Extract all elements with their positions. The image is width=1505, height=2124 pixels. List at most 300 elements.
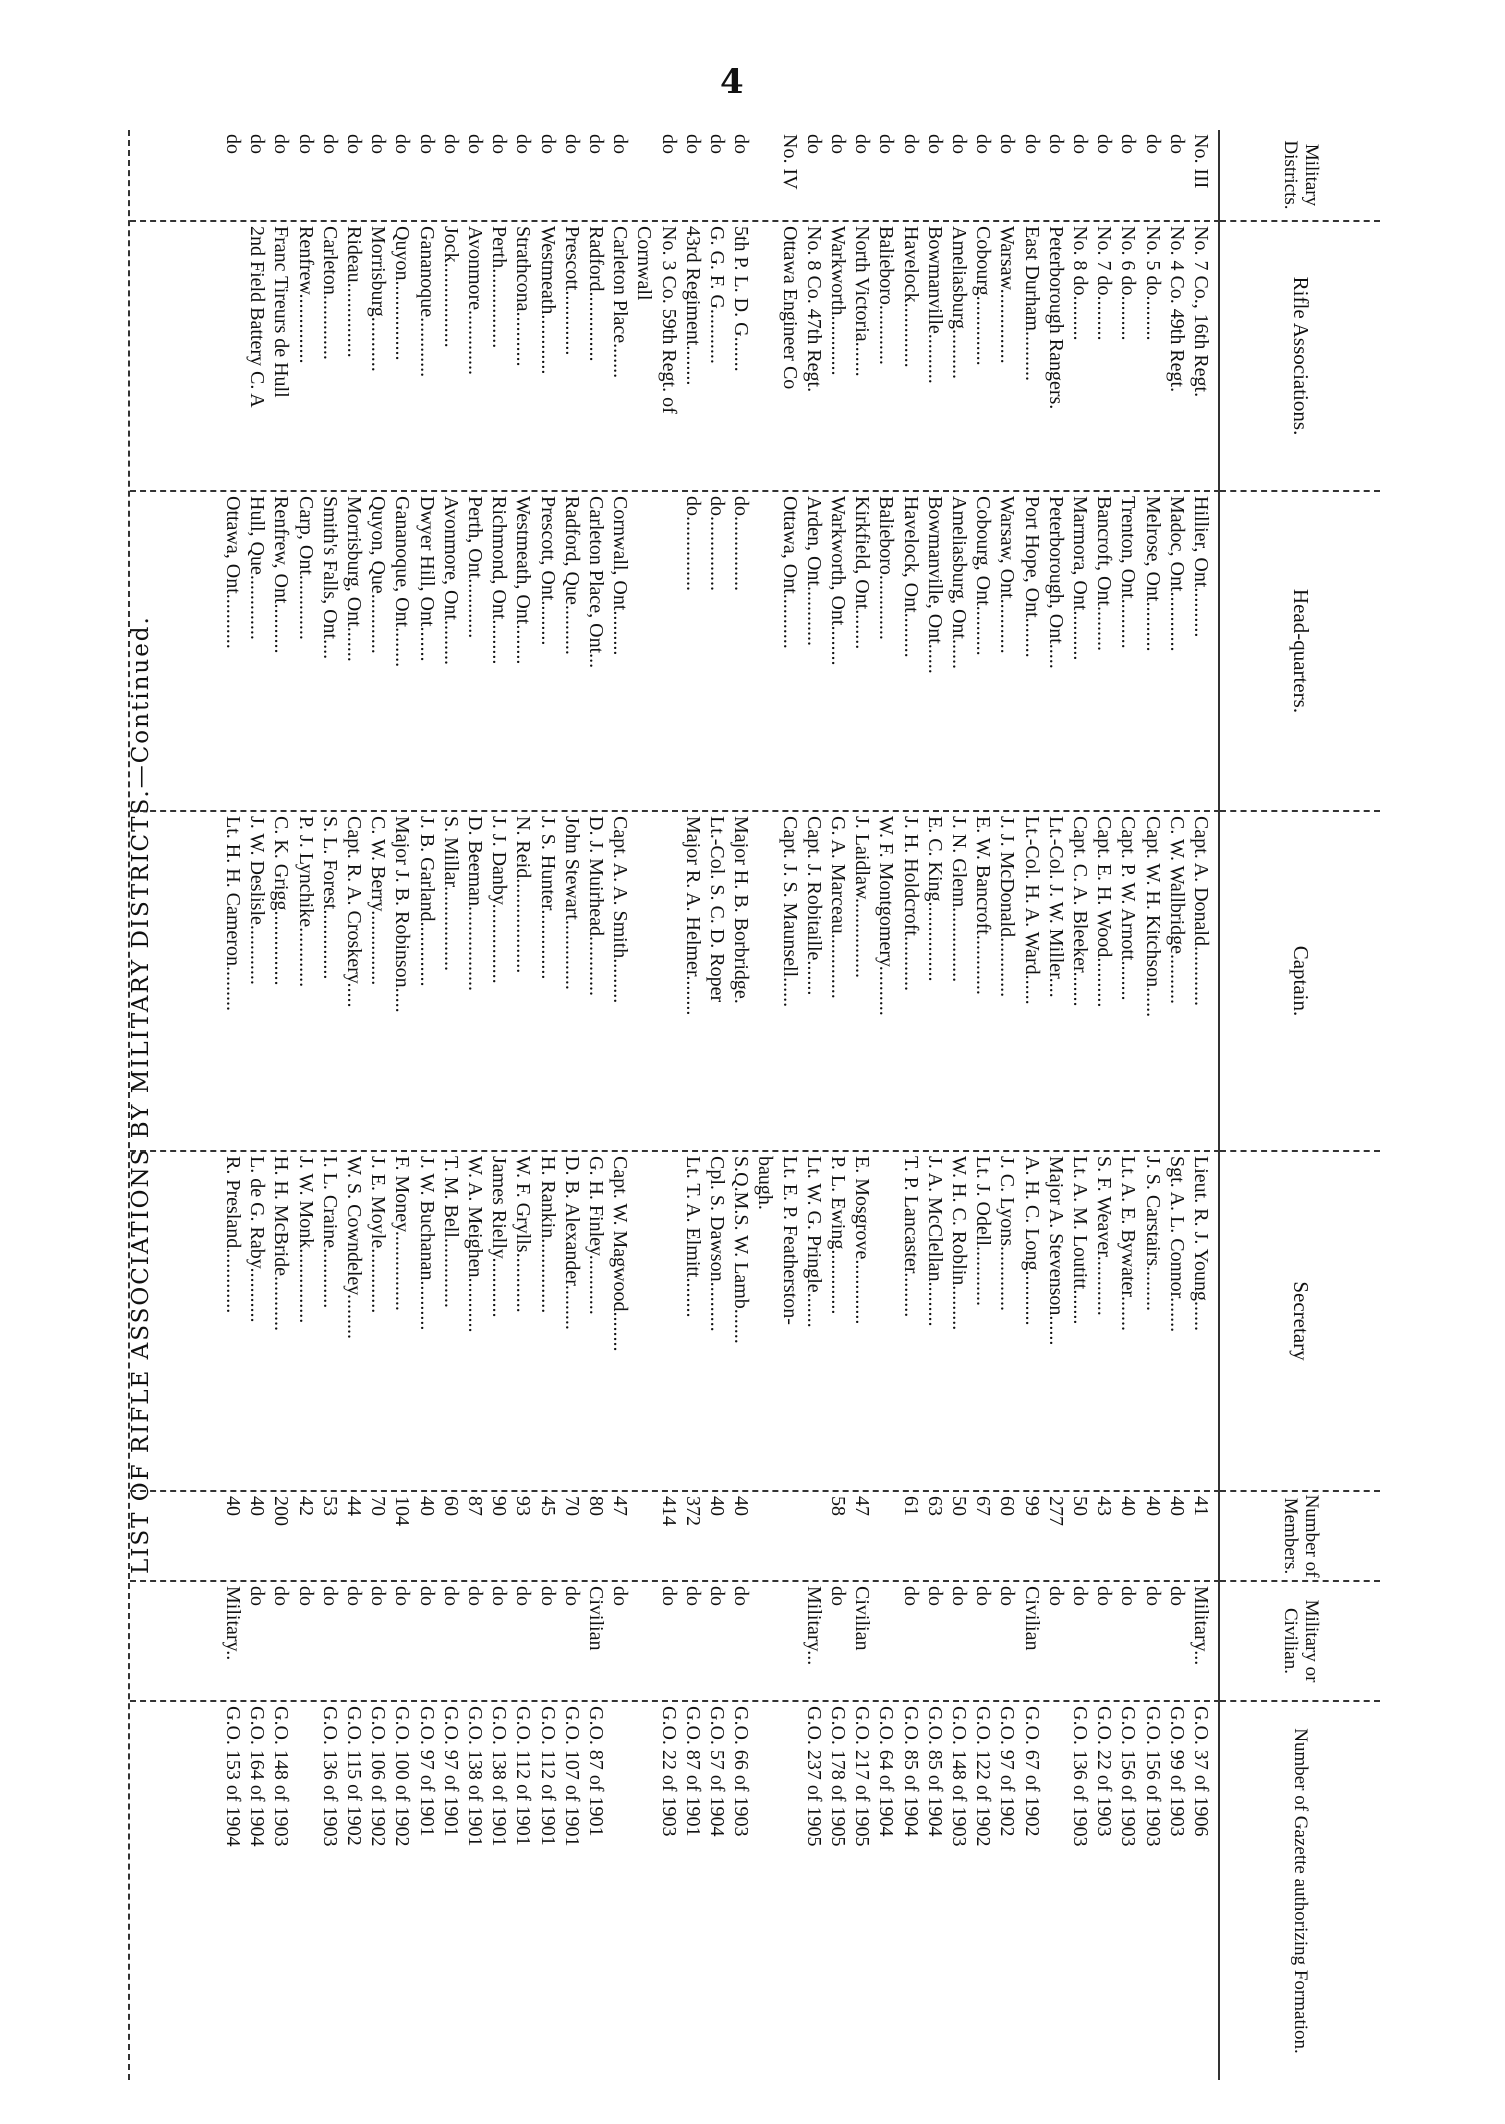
cell-secretary: H. Rankin............... (536, 1156, 559, 1314)
cell-association: No. 3 Co. 59th Regt. of (657, 226, 680, 414)
cell-captain: John Stewart.............. (560, 816, 583, 990)
cell-members: 44 (343, 1496, 365, 1516)
cell-mil: Civilian (851, 1586, 874, 1651)
cell-mil: do (1117, 1586, 1140, 1606)
cell-gazette: G.O. 153 of 1904 (222, 1706, 244, 1847)
cell-captain: Capt. R. A. Croskery..... (343, 816, 365, 1008)
cell-captain (633, 816, 655, 1148)
column-divider (130, 810, 1220, 812)
cell-gazette: G.O. 138 of 1901 (464, 1706, 486, 1847)
cell-district: do (1020, 134, 1043, 154)
cell-association: Westmeath............ (536, 226, 559, 375)
cell-district: do (536, 134, 559, 154)
cell-secretary: Lt. A. E. Bywater....... (1117, 1156, 1140, 1331)
cell-district: do (488, 134, 511, 154)
cell-members: 53 (318, 1496, 341, 1516)
cell-mil: do (560, 1586, 583, 1606)
cell-captain: J. J. Danby................ (488, 816, 511, 984)
cell-mil (633, 1586, 655, 1698)
cell-secretary: Major A. Stevenson...... (1044, 1156, 1067, 1346)
cell-mil: do (1165, 1586, 1188, 1606)
cell-gazette: G.O. 87 of 1901 (681, 1706, 704, 1837)
cell-captain: D. Beeman................. (464, 816, 486, 991)
cell-headquarters: Prescott, Ont......... (536, 496, 559, 646)
cell-secretary: J. C. Lyons............. (996, 1156, 1019, 1312)
cell-mil: do (367, 1586, 390, 1606)
cell-members (803, 1496, 825, 1578)
cell-headquarters: Ottawa, Ont........... (778, 496, 801, 649)
cell-headquarters: Ottawa, Ont........... (222, 496, 244, 649)
cell-association: Balieboro............ (875, 226, 898, 365)
cell-members: 104 (391, 1496, 414, 1526)
cell-gazette: G.O. 112 of 1901 (512, 1706, 535, 1846)
cell-mil: do (706, 1586, 728, 1606)
cell-district: do (512, 134, 535, 154)
header-rule (1218, 130, 1220, 2080)
cell-secretary: J. A. McClellan......... (923, 1156, 946, 1327)
header-secretary: Secretary (1220, 1150, 1380, 1490)
cell-members: 93 (512, 1496, 535, 1516)
cell-district: do (343, 134, 365, 154)
cell-headquarters: Avonmore, Ont......... (439, 496, 462, 666)
cell-members: 40 (1165, 1496, 1188, 1516)
cell-district: do (222, 134, 244, 154)
cell-association: 43rd Regiment........ (681, 226, 704, 386)
cell-district: do (560, 134, 583, 154)
cell-members (633, 1496, 655, 1578)
cell-secretary: G. H. Finley............ (585, 1156, 607, 1315)
cell-headquarters: Bowmanville, Ont...... (923, 496, 946, 674)
cell-association: Renfrew.............. (294, 226, 317, 364)
cell-secretary: W. H. C. Roblin......... (948, 1156, 970, 1331)
cell-association: No. 7 Co., 16th Regt. (1190, 226, 1212, 398)
cell-secretary: Sgt. A. L. Connor....... (1165, 1156, 1188, 1333)
cell-secretary: J. W. Buchanan.......... (415, 1156, 438, 1331)
cell-district: do (851, 134, 874, 154)
cell-district: do (391, 134, 414, 154)
cell-mil: do (996, 1586, 1019, 1606)
cell-gazette (754, 1706, 776, 2078)
cell-headquarters: Peterborough, Ont..... (1044, 496, 1067, 669)
cell-headquarters: Madoc, Ont............ (1165, 496, 1188, 652)
cell-district: do (609, 134, 632, 154)
cell-district: do (318, 134, 341, 154)
cell-mil: do (681, 1586, 704, 1606)
cell-secretary: D. B. Alexander......... (560, 1156, 583, 1330)
cell-headquarters: Quyon, Que............ (367, 496, 390, 654)
cell-gazette: G.O. 87 of 1901 (585, 1706, 607, 1837)
cell-gazette: G.O. 122 of 1902 (972, 1706, 995, 1847)
cell-association: 5th P. L. D. G....... (730, 226, 753, 372)
cell-headquarters: Radford, Que.......... (560, 496, 583, 655)
cell-secretary: Lt. T. A. Elmitt........ (681, 1156, 704, 1318)
cell-association: Cornwall (633, 226, 656, 301)
cell-headquarters: Marmora, Ont.......... (1069, 496, 1091, 661)
cell-mil: do (1141, 1586, 1164, 1606)
cell-association: Jock................. (439, 226, 462, 348)
cell-mil: do (730, 1586, 753, 1606)
cell-captain: Lt.-Col. H. A. Ward...... (1020, 816, 1043, 1005)
cell-association: Cobourg.............. (972, 226, 995, 366)
cell-mil: do (343, 1586, 365, 1606)
cell-captain: S. Millar................. (439, 816, 462, 972)
cell-headquarters: Ameliasburg, Ont...... (948, 496, 970, 669)
cell-association: Carleton............. (318, 226, 341, 360)
cell-secretary: L. de G. Raby........... (246, 1156, 269, 1323)
cell-mil: do (294, 1586, 317, 1606)
cell-mil: do (391, 1586, 414, 1606)
cell-mil: do (318, 1586, 341, 1606)
cell-association: Peterborough Rangers. (1044, 226, 1067, 410)
cell-captain: Capt. E. H. Wood.......... (1093, 816, 1116, 1008)
cell-gazette: G.O. 164 of 1904 (246, 1706, 269, 1847)
cell-association: No. 7 do......... (1093, 226, 1116, 341)
cell-captain: S. L. Forest.............. (318, 816, 341, 980)
header-gazette: Number of Gazette authorizing Formation. (1220, 1700, 1380, 2080)
cell-gazette: G.O. 115 of 1902 (343, 1706, 365, 1846)
cell-members (779, 1496, 801, 1578)
cell-members: 50 (1069, 1496, 1091, 1516)
cell-headquarters: Arden, Ont............ (802, 496, 825, 646)
cell-gazette: G.O. 57 of 1904 (706, 1706, 728, 1837)
cell-members: 372 (681, 1496, 704, 1526)
header-district: Military Districts. (1280, 140, 1322, 210)
cell-association: Morrisburg........... (367, 226, 390, 372)
cell-gazette: G.O. 107 of 1901 (560, 1706, 583, 1847)
cell-headquarters: Hull, Que............. (246, 496, 269, 640)
cell-district: do (972, 134, 995, 154)
cell-association: Gananoque............ (415, 226, 438, 378)
cell-secretary: Cpl. S. Dawson.......... (706, 1156, 728, 1332)
cell-captain: C. W. Wallbridge.......... (1165, 816, 1188, 1005)
cell-gazette: G.O. 22 of 1903 (657, 1706, 680, 1837)
cell-district: do (367, 134, 390, 154)
cell-mil: Civilian (585, 1586, 607, 1651)
cell-members: 43 (1093, 1496, 1116, 1516)
cell-gazette: G.O. 66 of 1903 (730, 1706, 753, 1837)
cell-captain: J. J. McDonald............ (996, 816, 1019, 998)
cell-association: No. 8 do......... (1069, 226, 1091, 341)
cell-mil: do (415, 1586, 438, 1606)
cell-association: Ameliasburg.......... (948, 226, 970, 379)
cell-members: 90 (488, 1496, 511, 1516)
cell-secretary: J. E. Moyle............. (367, 1156, 390, 1314)
cell-secretary: E. Mosgrove............. (851, 1156, 874, 1325)
cell-secretary: Lieut. R. J. Young...... (1190, 1156, 1212, 1332)
cell-mil (875, 1586, 897, 1698)
cell-captain: J. W. Deslisle............ (246, 816, 269, 985)
cell-secretary: Lt. A. M. Loutitt....... (1069, 1156, 1091, 1325)
cell-association: Warkworth............ (827, 226, 849, 376)
cell-secretary: Lt. J. Odell............ (972, 1156, 995, 1306)
cell-district: do (802, 134, 825, 154)
cell-mil: do (657, 1586, 680, 1606)
cell-mil: do (536, 1586, 559, 1606)
cell-headquarters: Smith's Falls, Ont.... (318, 496, 341, 660)
cell-district: do (899, 134, 922, 154)
column-divider (130, 1580, 1220, 1582)
cell-captain: Capt. A. A. Smith......... (609, 816, 632, 1004)
cell-captain: Lt.-Col. S. C. D. Roper (706, 816, 728, 1003)
header-captain: Captain. (1220, 810, 1380, 1150)
cell-captain: E. W. Bancroft............ (972, 816, 995, 995)
cell-captain: J. Laidlaw................ (851, 816, 874, 979)
cell-secretary: baugh. (754, 1156, 777, 1210)
cell-gazette: G.O. 85 of 1904 (923, 1706, 946, 1837)
cell-district: do (730, 134, 753, 154)
cell-headquarters: Havelock, Ont......... (899, 496, 922, 658)
cell-gazette (295, 1706, 317, 2078)
cell-captain: Major J. B. Robinson..... (391, 816, 414, 1013)
cell-members: 99 (1020, 1496, 1043, 1516)
cell-association: Warsaw............... (996, 226, 1019, 364)
cell-gazette (779, 1706, 801, 2078)
cell-headquarters: Perth, Ont............ (464, 496, 486, 639)
cell-headquarters: Hillier, Ont.......... (1190, 496, 1212, 638)
cell-gazette: G.O. 112 of 1901 (536, 1706, 559, 1846)
cell-headquarters (754, 496, 776, 808)
cell-secretary: Lt. E. P. Featherston- (778, 1156, 801, 1325)
cell-district: do (246, 134, 269, 154)
cell-headquarters: Carp, Ont............. (294, 496, 317, 640)
cell-association: Avonmore............. (464, 226, 486, 376)
cell-members (875, 1496, 897, 1578)
cell-secretary: H. H. McBride........... (270, 1156, 293, 1331)
cell-association: Radford.............. (585, 226, 607, 362)
cell-district: do (585, 134, 607, 154)
cell-headquarters: Richmond, Ont......... (488, 496, 511, 665)
cell-secretary: T. P. Lancaster......... (899, 1156, 922, 1318)
cell-secretary (633, 1156, 655, 1488)
column-divider (130, 220, 1220, 222)
cell-mil: do (1093, 1586, 1116, 1606)
cell-captain: Capt. A. Donald............ (1190, 816, 1212, 1006)
cell-headquarters: Cobourg, Ont.......... (972, 496, 995, 656)
cell-association: Carleton Place....... (609, 226, 632, 379)
cell-mil: Military.. (222, 1586, 244, 1661)
column-divider (130, 1700, 1220, 1702)
cell-members: 42 (294, 1496, 317, 1516)
cell-mil: Military... (1190, 1586, 1212, 1666)
cell-mil: do (923, 1586, 946, 1606)
cell-district: do (294, 134, 317, 154)
cell-captain: Capt. P. W. Arnott........ (1117, 816, 1140, 1001)
cell-headquarters: do............... (681, 496, 704, 591)
cell-gazette (1045, 1706, 1067, 2078)
cell-gazette: G.O. 156 of 1903 (1117, 1706, 1140, 1847)
cell-district: do (1117, 134, 1140, 154)
cell-headquarters: do............... (706, 496, 728, 591)
cell-secretary: R. Presland............. (222, 1156, 244, 1314)
cell-association: G. G. F. G........... (706, 226, 728, 364)
cell-members: 70 (560, 1496, 583, 1516)
cell-association: North Victoria....... (851, 226, 874, 377)
cell-captain: Capt. W. H. Kitchson...... (1141, 816, 1164, 1018)
cell-gazette: G.O. 106 of 1902 (367, 1706, 390, 1847)
cell-gazette: G.O. 97 of 1901 (415, 1706, 438, 1837)
cell-gazette: G.O. 37 of 1906 (1190, 1706, 1212, 1837)
cell-captain: Lt.-Col. J. W. Miller.... (1044, 816, 1067, 998)
cell-members: 40 (415, 1496, 438, 1516)
cell-gazette: G.O. 148 of 1903 (948, 1706, 970, 1847)
cell-gazette: G.O. 237 of 1905 (802, 1706, 825, 1847)
cell-captain: P. J. Lynchike............ (294, 816, 317, 988)
cell-secretary (875, 1156, 897, 1488)
cell-gazette: G.O. 136 of 1903 (1069, 1706, 1091, 1847)
cell-gazette: G.O. 97 of 1901 (439, 1706, 462, 1837)
cell-association: Bowmanville.......... (923, 226, 946, 384)
cell-members: 60 (439, 1496, 462, 1516)
page-title: LIST OF RIFLE ASSOCIATIONS BY MILITARY DISTRICTS.—Continued. (128, 615, 154, 1575)
cell-members: 40 (1117, 1496, 1140, 1516)
cell-headquarters: do............... (730, 496, 753, 591)
cell-headquarters: Port Hope, Ont........ (1020, 496, 1043, 658)
cell-association (754, 226, 776, 488)
cell-captain: C. W. Berry............... (367, 816, 390, 986)
cell-members: 50 (948, 1496, 970, 1516)
cell-gazette: G.O. 67 of 1902 (1020, 1706, 1043, 1837)
cell-captain: E. C. King................ (923, 816, 946, 982)
cell-mil: do (1044, 1586, 1067, 1606)
header-members: Number of Members. (1220, 1490, 1380, 1580)
cell-headquarters: Balieboro............. (875, 496, 898, 640)
cell-secretary: James Rielly............ (488, 1156, 511, 1318)
cell-members: 40 (222, 1496, 244, 1516)
cell-members: 58 (827, 1496, 849, 1516)
cell-association: East Durham.......... (1020, 226, 1043, 381)
cell-secretary: Capt. W. Magwood........ (609, 1156, 632, 1352)
cell-headquarters: Cornwall, Ont......... (609, 496, 632, 656)
cell-headquarters: Melrose, Ont.......... (1141, 496, 1164, 652)
cell-secretary (658, 1156, 680, 1488)
cell-headquarters: Warkworth, Ont........ (827, 496, 849, 666)
cell-captain: Major R. A. Helmer........ (681, 816, 704, 1016)
cell-gazette: G.O. 64 of 1904 (875, 1706, 898, 1837)
cell-headquarters (658, 496, 680, 808)
column-divider (130, 1490, 1220, 1492)
cell-members: 61 (899, 1496, 922, 1516)
cell-district: do (1165, 134, 1188, 154)
cell-association (222, 226, 244, 488)
cell-captain: J. N. Glenn............... (948, 816, 970, 983)
cell-mil: Military... (802, 1586, 825, 1666)
cell-association: Ottawa Engineer Co (778, 226, 801, 390)
cell-mil: do (488, 1586, 511, 1606)
cell-mil: do (1069, 1586, 1091, 1606)
cell-gazette: G.O. 99 of 1903 (1165, 1706, 1188, 1837)
cell-district: No. IV (778, 134, 801, 190)
cell-members: 45 (536, 1496, 559, 1516)
cell-association: Rideau............... (343, 226, 365, 358)
cell-captain: J. S. Hunter.............. (536, 816, 559, 980)
cell-secretary: W. S. Cowndeley......... (343, 1156, 365, 1339)
cell-members: 47 (609, 1496, 632, 1516)
cell-association: No. 4 Co. 49th Regt. (1165, 226, 1188, 393)
cell-secretary: W. A. Meighen........... (464, 1156, 486, 1333)
cell-captain (658, 816, 680, 1148)
cell-district: do (270, 134, 293, 154)
cell-association: 2nd Field Battery C. A (246, 226, 269, 408)
cell-district: do (1069, 134, 1091, 154)
cell-members: 414 (657, 1496, 680, 1526)
cell-mil: do (899, 1586, 922, 1606)
cell-secretary: T. M. Bell.............. (439, 1156, 462, 1308)
cell-gazette: G.O. 148 of 1903 (270, 1706, 293, 1847)
cell-gazette: G.O. 138 of 1901 (488, 1706, 511, 1847)
cell-district: do (681, 134, 704, 154)
header-association: Rifle Associations. (1220, 220, 1380, 490)
cell-secretary: P. L. Ewing............. (827, 1156, 849, 1315)
cell-captain: C. K. Grigg............... (270, 816, 293, 986)
cell-captain: Lt. H. H. Cameron......... (222, 816, 244, 1011)
cell-mil: do (246, 1586, 269, 1606)
cell-captain: W. F. Montgomery.......... (875, 816, 898, 1016)
cell-members: 40 (246, 1496, 269, 1516)
cell-district: do (996, 134, 1019, 154)
cell-captain (754, 816, 776, 1148)
cell-mil (754, 1586, 776, 1698)
cell-mil: do (464, 1586, 486, 1606)
cell-captain: D. J. Muirhead............ (585, 816, 607, 996)
cell-district: do (1044, 134, 1067, 154)
cell-headquarters: Westmeath, Ont........ (512, 496, 535, 665)
cell-headquarters: Trenton, Ont.......... (1117, 496, 1140, 649)
cell-district: No. III (1190, 134, 1212, 189)
cell-headquarters: Renfrew, Ont.......... (270, 496, 293, 654)
cell-captain: Capt. J. S. Maunsell...... (778, 816, 801, 1008)
cell-captain: J. H. Holdcroft........... (899, 816, 922, 991)
cell-mil: Civilian (1020, 1586, 1043, 1651)
cell-members: 67 (972, 1496, 995, 1516)
cell-gazette (609, 1706, 631, 2078)
cell-members: 200 (270, 1496, 293, 1526)
cell-gazette: G.O. 156 of 1903 (1141, 1706, 1164, 1847)
cell-members: 80 (585, 1496, 607, 1516)
cell-district: do (415, 134, 438, 154)
cell-headquarters: Dwyer Hill, Ont....... (415, 496, 438, 662)
cell-secretary: Lt. W. G. Pringle....... (802, 1156, 825, 1328)
cell-secretary: A. H. C. Long........... (1020, 1156, 1043, 1326)
cell-district (754, 134, 776, 218)
cell-district: do (464, 134, 486, 154)
cell-gazette: G.O. 136 of 1903 (318, 1706, 341, 1847)
cell-gazette: G.O. 217 of 1905 (851, 1706, 874, 1847)
cell-association: Quyon................ (391, 226, 414, 361)
cell-members: 63 (923, 1496, 946, 1516)
cell-members (754, 1496, 776, 1578)
cell-gazette (633, 1706, 655, 2078)
column-divider (130, 490, 1220, 492)
cell-district: do (875, 134, 898, 154)
cell-headquarters: Morrisburg, Ont....... (343, 496, 365, 662)
cell-mil: do (948, 1586, 970, 1606)
cell-mil: do (512, 1586, 535, 1606)
cell-gazette: G.O. 178 of 1905 (827, 1706, 849, 1847)
cell-secretary: I. L. Craine............ (318, 1156, 341, 1309)
cell-association: Havelock............. (899, 226, 922, 368)
cell-mil (779, 1586, 801, 1698)
header-headquarters: Head-quarters. (1220, 490, 1380, 810)
cell-members: 87 (464, 1496, 486, 1516)
cell-mil: do (972, 1586, 995, 1606)
cell-secretary: S.Q.M.S. W. Lamb....... (730, 1156, 753, 1344)
cell-members: 40 (706, 1496, 728, 1516)
cell-association: Prescott............. (560, 226, 583, 356)
cell-captain: G. A. Marceau............. (827, 816, 849, 999)
cell-captain: N. Reid................... (512, 816, 535, 974)
cell-association: Strathcona........... (512, 226, 535, 367)
cell-members: 40 (730, 1496, 753, 1516)
